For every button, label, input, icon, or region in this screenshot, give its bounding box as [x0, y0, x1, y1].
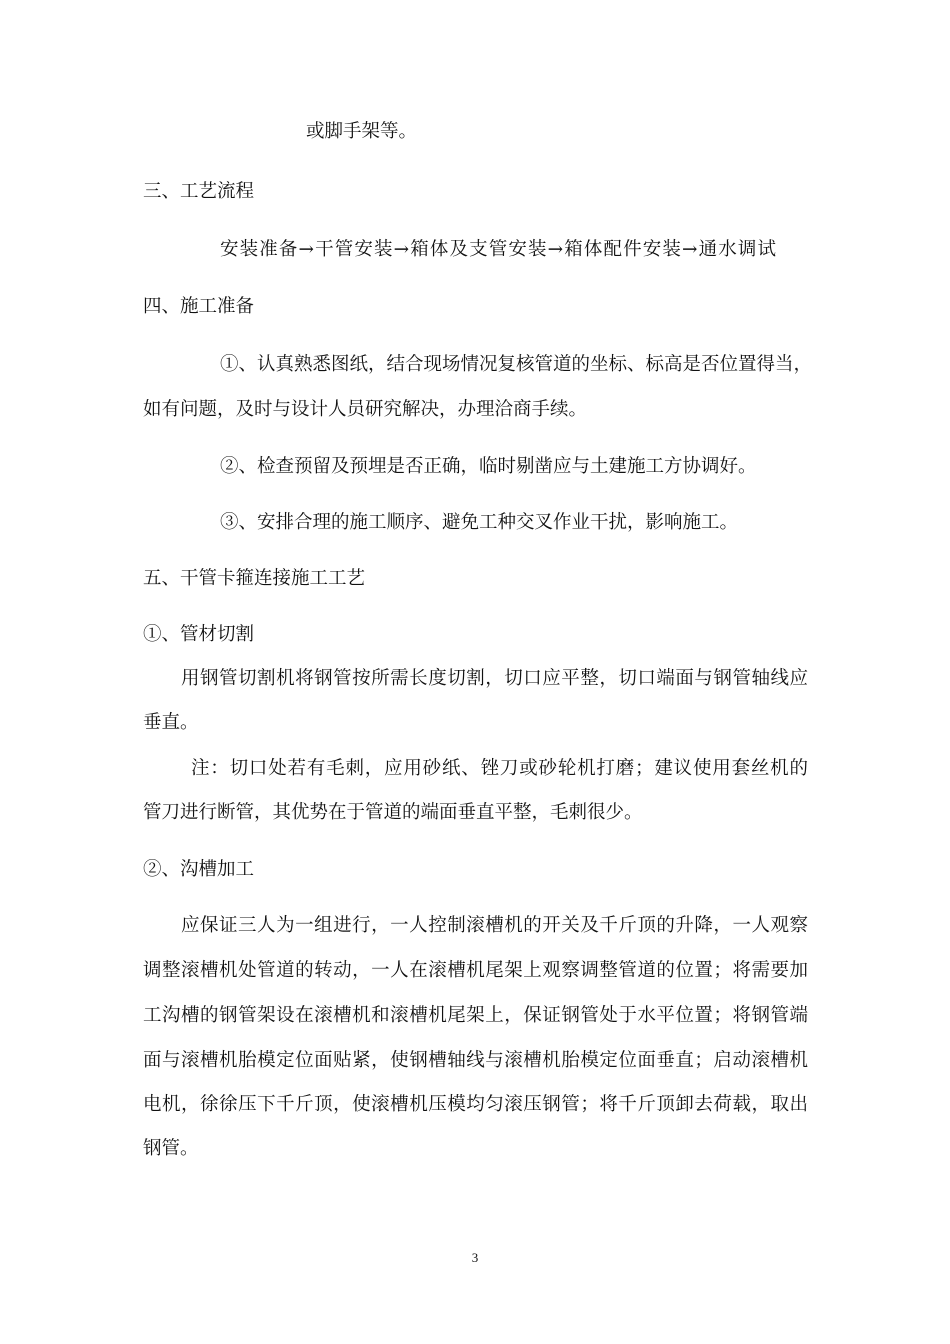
sub1-note-line-1: 注：切口处若有毛刺，应用砂纸、锉刀或砂轮机打磨；建议使用套丝机的	[191, 758, 808, 779]
section3-heading: 三、工艺流程	[143, 181, 255, 202]
prep-item-3: ③、安排合理的施工顺序、避免工种交叉作业干扰，影响施工。	[220, 512, 739, 533]
sub1-heading: ①、管材切割	[143, 624, 255, 645]
process-flow: 安装准备→干管安装→箱体及支管安装→箱体配件安装→通水调试	[220, 239, 776, 260]
sub2-heading: ②、沟槽加工	[143, 859, 255, 880]
page-number: 3	[471, 1250, 479, 1265]
section5-heading: 五、干管卡箍连接施工工艺	[143, 568, 366, 589]
prep-item-1-line-1: ①、认真熟悉图纸，结合现场情况复核管道的坐标、标高是否位置得当，	[220, 354, 813, 375]
sub2-paragraph-line-2: 调整滚槽机处管道的转动，一人在滚槽机尾架上观察调整管道的位置；将需要加	[143, 960, 808, 981]
prep-item-1-line-2: 如有问题，及时与设计人员研究解决，办理洽商手续。	[143, 399, 588, 420]
sub1-note-line-2: 管刀进行断管，其优势在于管道的端面垂直平整，毛刺很少。	[143, 802, 643, 823]
sub1-paragraph-line-1: 用钢管切割机将钢管按所需长度切割，切口应平整，切口端面与钢管轴线应	[181, 668, 808, 689]
prep-item-2: ②、检查预留及预埋是否正确，临时剔凿应与土建施工方协调好。	[220, 456, 757, 477]
sub2-paragraph-line-6: 钢管。	[143, 1138, 199, 1159]
sub1-paragraph-line-2: 垂直。	[143, 712, 199, 733]
sub2-paragraph-line-4: 面与滚槽机胎模定位面贴紧，使钢槽轴线与滚槽机胎模定位面垂直；启动滚槽机	[143, 1050, 808, 1071]
sub2-paragraph-line-5: 电机，徐徐压下千斤顶，使滚槽机压模均匀滚压钢管；将千斤顶卸去荷载，取出	[143, 1094, 808, 1115]
continuation-text: 或脚手架等。	[306, 121, 418, 142]
sub2-paragraph-line-3: 工沟槽的钢管架设在滚槽机和滚槽机尾架上，保证钢管处于水平位置；将钢管端	[143, 1005, 808, 1026]
sub2-paragraph-line-1: 应保证三人为一组进行，一人控制滚槽机的开关及千斤顶的升降，一人观察	[181, 915, 808, 936]
section4-heading: 四、施工准备	[143, 296, 255, 317]
